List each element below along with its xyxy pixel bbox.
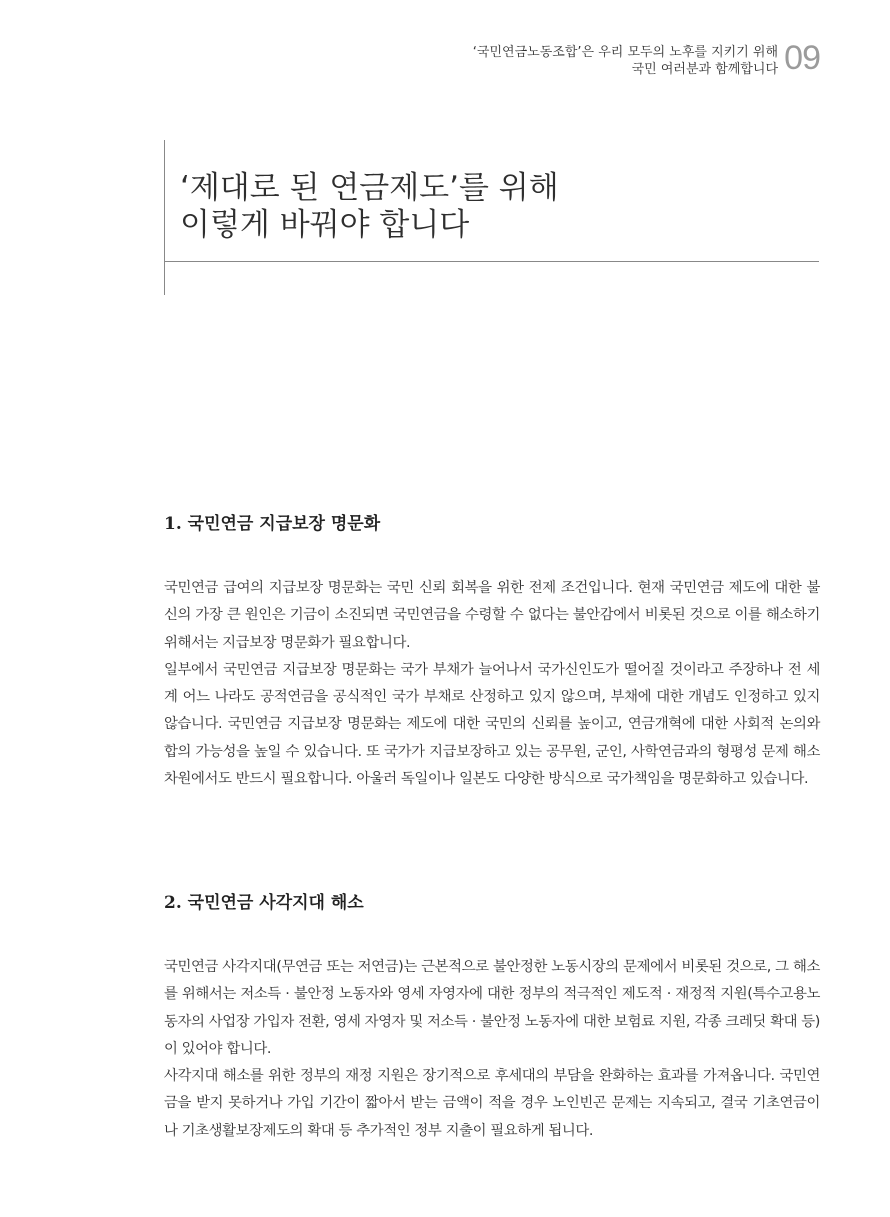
running-header-line-2: 국민 여러분과 함께합니다 <box>631 62 778 77</box>
page-number: 09 <box>784 39 820 77</box>
title-horizontal-rule <box>164 261 819 262</box>
paragraph: 일부에서 국민연금 지급보장 명문화는 국가 부채가 늘어나서 국가신인도가 떨어질 것이라고 주장하나 전 세계 어느 나라도 공적연금을 공식적인 국가 부채로 산정하고 있지 않으며, 부채에 대한 개념도 인정하고 있지 않습니다. 국민연금 지급보장 명문화는 제도에 대한 국민의 신뢰를 높이고, 연금개혁에 대한 사회적 논의와 합의 가능성을 높일 수 있습니다. 또 국가가 지급보장하고 있는 공무원, 군인, 사학연금과의 형평성 문제 해소 차원에서도 반드시 필요합니다. 아울러 독일이나 일본도 다양한 방식으로 국가책임을 명문화하고 있습니다. <box>164 661 820 788</box>
running-header <box>358 44 778 78</box>
section-heading: 2. 국민연금 사각지대 해소 <box>164 893 364 913</box>
paragraph: 사각지대 해소를 위한 정부의 재정 지원은 장기적으로 후세대의 부담을 완화하는 효과를 가져옵니다. 국민연금을 받지 못하거나 가입 기간이 짧아서 받는 금액이 적을 경우 노인빈곤 문제는 지속되고, 결국 기초연금이나 기초생활보장제도의 확대 등 추가적인 정부 지출이 필요하게 됩니다. <box>164 1068 820 1139</box>
section-blind-spot <box>164 892 820 1145</box>
paragraph: 국민연금 사각지대(무연금 또는 저연금)는 근본적으로 불안정한 노동시장의 문제에서 비롯된 것으로, 그 해소를 위해서는 저소득 · 불안정 노동자와 영세 자영자에 대한 정부의 적극적인 제도적 · 재정적 지원(특수고용노동자의 사업장 가입자 전환, 영세 자영자 및 저소득 · 불안정 노동자에 대한 보험료 지원, 각종 크레딧 확대 등)이 있어야 합니다. <box>164 959 820 1057</box>
section-body <box>164 575 820 793</box>
running-header-line-1: ‘국민연금노동조합’은 우리 모두의 노후를 지키기 위해 <box>472 45 778 60</box>
title-vertical-rule <box>164 140 165 295</box>
section-body <box>164 954 820 1145</box>
page-title-line-1: ‘제대로 된 연금제도’를 위해 <box>180 170 559 206</box>
paragraph: 국민연금 급여의 지급보장 명문화는 국민 신뢰 회복을 위한 전제 조건입니다. 현재 국민연금 제도에 대한 불신의 가장 큰 원인은 기금이 소진되면 국민연금을 수령할 수 없다는 불안감에서 비롯된 것으로 이를 해소하기 위해서는 지급보장 명문화가 필요합니다. <box>164 580 820 651</box>
section-guarantee <box>164 513 820 793</box>
page-title-line-2: 이렇게 바꿔야 합니다 <box>180 207 470 243</box>
section-heading: 1. 국민연금 지급보장 명문화 <box>164 514 381 534</box>
page-title <box>180 170 559 244</box>
